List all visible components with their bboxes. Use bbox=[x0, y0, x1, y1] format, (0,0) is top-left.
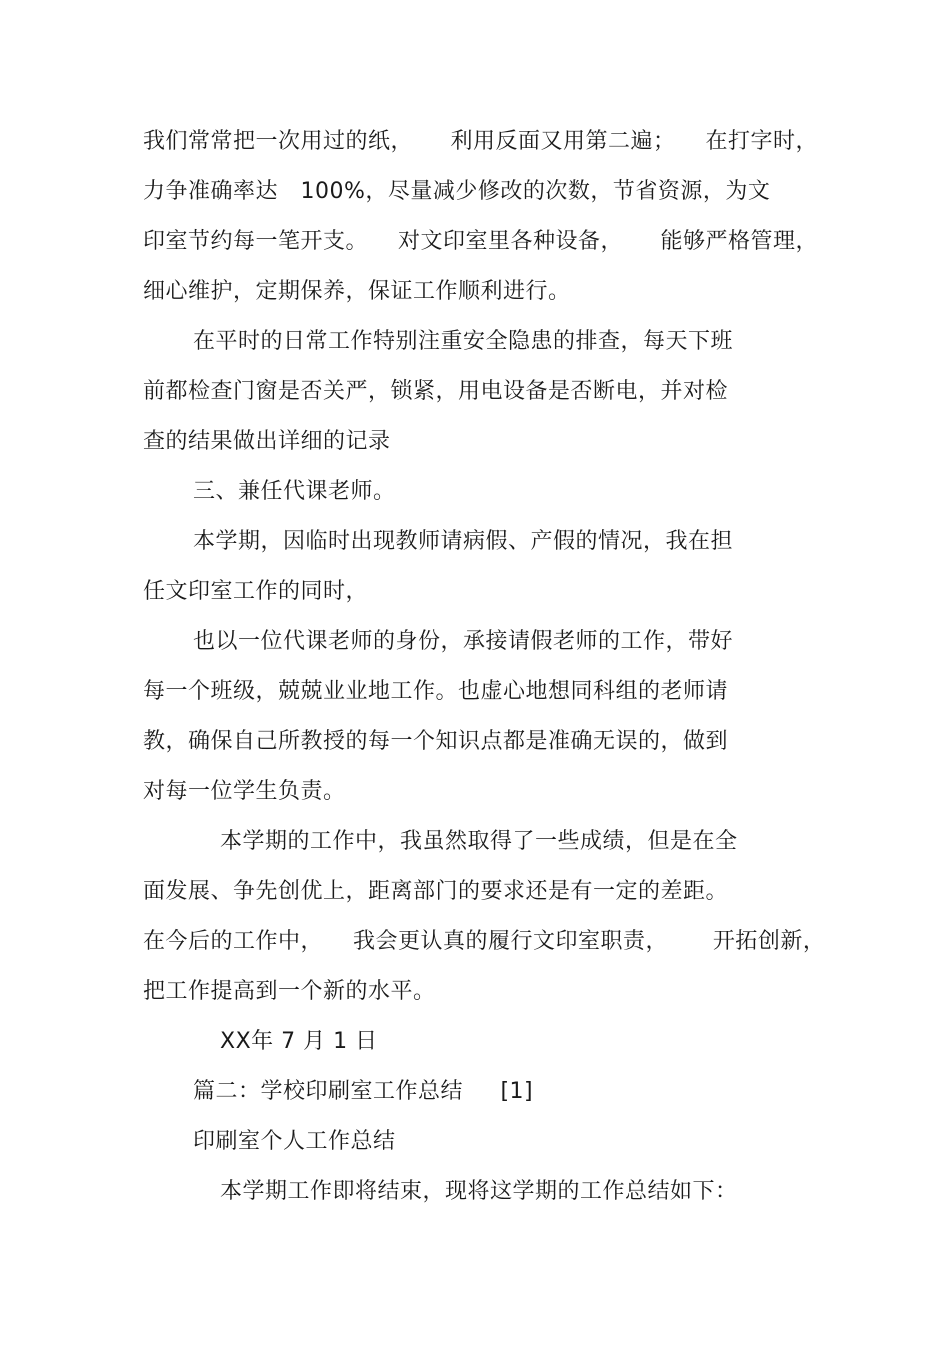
text-line-12: 每一个班级，兢兢业业地工作。也虚心地想同科组的老师请 bbox=[143, 679, 729, 704]
text-line-7: 查的结果做出详细的记录 bbox=[143, 429, 391, 454]
date-line: XX年 7 月 1 日 bbox=[220, 1029, 378, 1054]
text-line-3: 印室节约每一笔开支。 对文印室里各种设备， 能够严格管理， bbox=[143, 229, 818, 254]
text-line-15: 本学期的工作中，我虽然取得了一些成绩，但是在全 bbox=[220, 829, 738, 854]
text-line-17: 在今后的工作中， 我会更认真的履行文印室职责， 开拓创新， bbox=[143, 929, 826, 954]
text-line-13: 教，确保自己所教授的每一个知识点都是准确无误的，做到 bbox=[143, 729, 729, 754]
text-line-2: 力争准确率达 100%，尽量减少修改的次数，节省资源，为文 bbox=[143, 179, 771, 204]
text-line-14: 对每一位学生负责。 bbox=[143, 779, 346, 804]
document-subtitle: 印刷室个人工作总结 bbox=[193, 1129, 396, 1154]
text-line-10: 任文印室工作的同时， bbox=[143, 579, 369, 604]
section-heading: 三、兼任代课老师。 bbox=[193, 479, 396, 504]
text-line-11: 也以一位代课老师的身份，承接请假老师的工作，带好 bbox=[193, 629, 734, 654]
text-line-6: 前都检查门窗是否关严，锁紧，用电设备是否断电，并对检 bbox=[143, 379, 729, 404]
text-line-18: 把工作提高到一个新的水平。 bbox=[143, 979, 436, 1004]
text-line-22: 本学期工作即将结束，现将这学期的工作总结如下： bbox=[220, 1179, 738, 1204]
text-line-16: 面发展、争先创优上，距离部门的要求还是有一定的差距。 bbox=[143, 879, 729, 904]
chapter-title: 篇二：学校印刷室工作总结 [1] bbox=[193, 1079, 534, 1104]
text-line-5: 在平时的日常工作特别注重安全隐患的排查，每天下班 bbox=[193, 329, 734, 354]
text-line-4: 细心维护，定期保养，保证工作顺利进行。 bbox=[143, 279, 571, 304]
text-line-9: 本学期，因临时出现教师请病假、产假的情况，我在担 bbox=[193, 529, 734, 554]
text-line-1: 我们常常把一次用过的纸， 利用反面又用第二遍； 在打字时， bbox=[143, 129, 818, 154]
